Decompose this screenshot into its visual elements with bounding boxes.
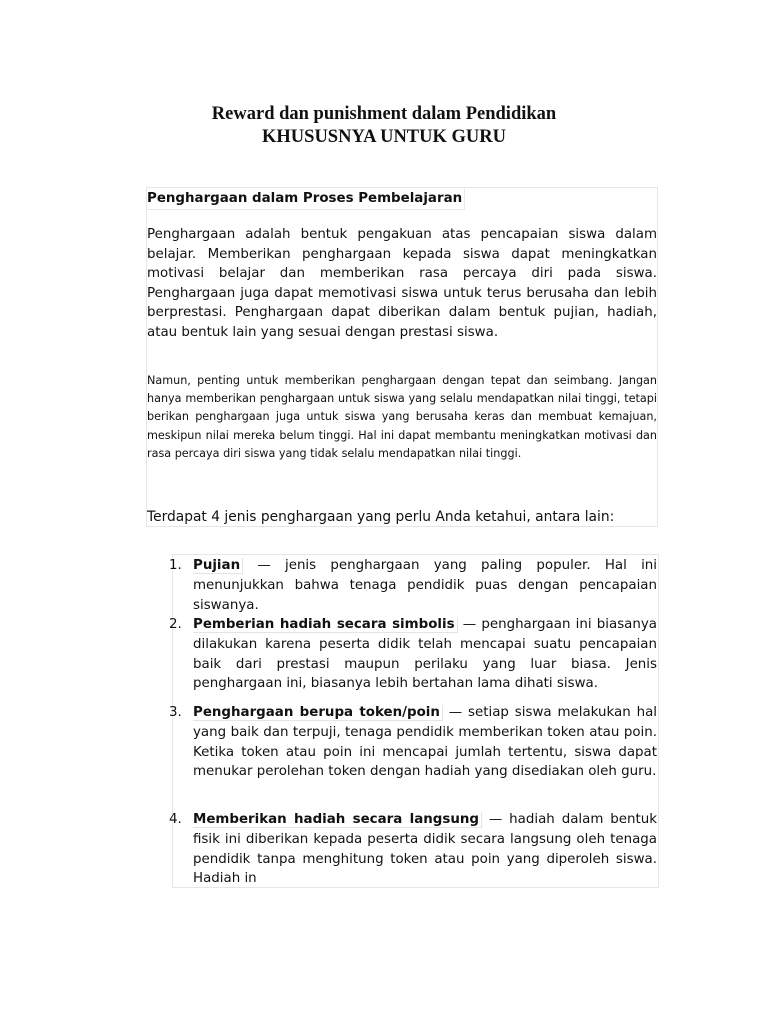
document-subtitle: KHUSUSNYA UNTUK GURU [262,127,506,147]
paragraph-definition: Penghargaan adalah bentuk pengakuan atas pencapaian siswa dalam belajar. Memberikan penghargaan kepada siswa dapat meningkatkan motivasi belajar dan memberikan rasa percaya diri pada siswa. Penghargaan juga dapat memotivasi siswa untuk terus berusaha dan lebih berprestasi. Penghargaan dapat diberikan dalam bentuk pujian, hadiah, atau bentuk lain yang sesuai dengan prestasi siswa. [147,227,657,340]
list-item-term: Penghargaan berupa token/poin [193,705,443,721]
list-item-term: Pujian [193,558,243,574]
section-heading: Penghargaan dalam Proses Pembelajaran [147,189,465,210]
list-item-text: — hadiah dalam bentuk fisik ini diberikan kepada peserta didik secara langsung oleh tenaga pendidik tanpa menghitung token atau poin yang diperoleh siswa. Hadiah in [193,812,657,887]
paragraph-balance: Namun, penting untuk memberikan penghargaan dengan tepat dan seimbang. Jangan hanya memberikan penghargaan untuk siswa yang selalu mendapatkan nilai tinggi, tetapi berikan penghargaan juga untuk siswa yang berusaha keras dan membuat kemajuan, meskipun nilai mereka belum tinggi. Hal ini dapat membantu meningkatkan motivasi dan rasa percaya diri siswa yang tidak selalu mendapatkan nilai tinggi. [147,374,657,460]
list-intro: Terdapat 4 jenis penghargaan yang perlu Anda ketahui, antara lain: [147,509,615,525]
list-item-text: — setiap siswa melakukan hal yang baik dan terpuji, tenaga pendidik memberikan token atau poin. Ketika token atau poin ini mencapai jumlah tertentu, siswa dapat menukar perolehan token dengan hadiah yang disediakan oleh guru. [193,705,657,780]
list-item [193,615,657,694]
list-item-text: — penghargaan ini biasanya dilakukan karena peserta didik telah mencapai suatu pencapaian baik dari prestasi maupun perilaku yang luar biasa. Jenis penghargaan ini, biasanya lebih bertahan lama dihati siswa. [193,617,657,692]
document-title: Reward dan punishment dalam Pendidikan [211,104,557,124]
list-item-term: Pemberian hadiah secara simbolis [193,617,458,633]
list-item [193,703,657,782]
list-item [193,556,657,615]
list-item-text: — jenis penghargaan yang paling populer. Hal ini menunjukkan bahwa tenaga pendidik puas dengan pencapaian siswanya. [193,558,657,613]
list-item-number: 3. [169,705,182,720]
list-item [193,810,657,889]
list-item-number: 1. [169,558,182,573]
list-item-number: 4. [169,812,182,827]
list-item-number: 2. [169,617,182,632]
list-item-term: Memberikan hadiah secara langsung [193,812,482,828]
